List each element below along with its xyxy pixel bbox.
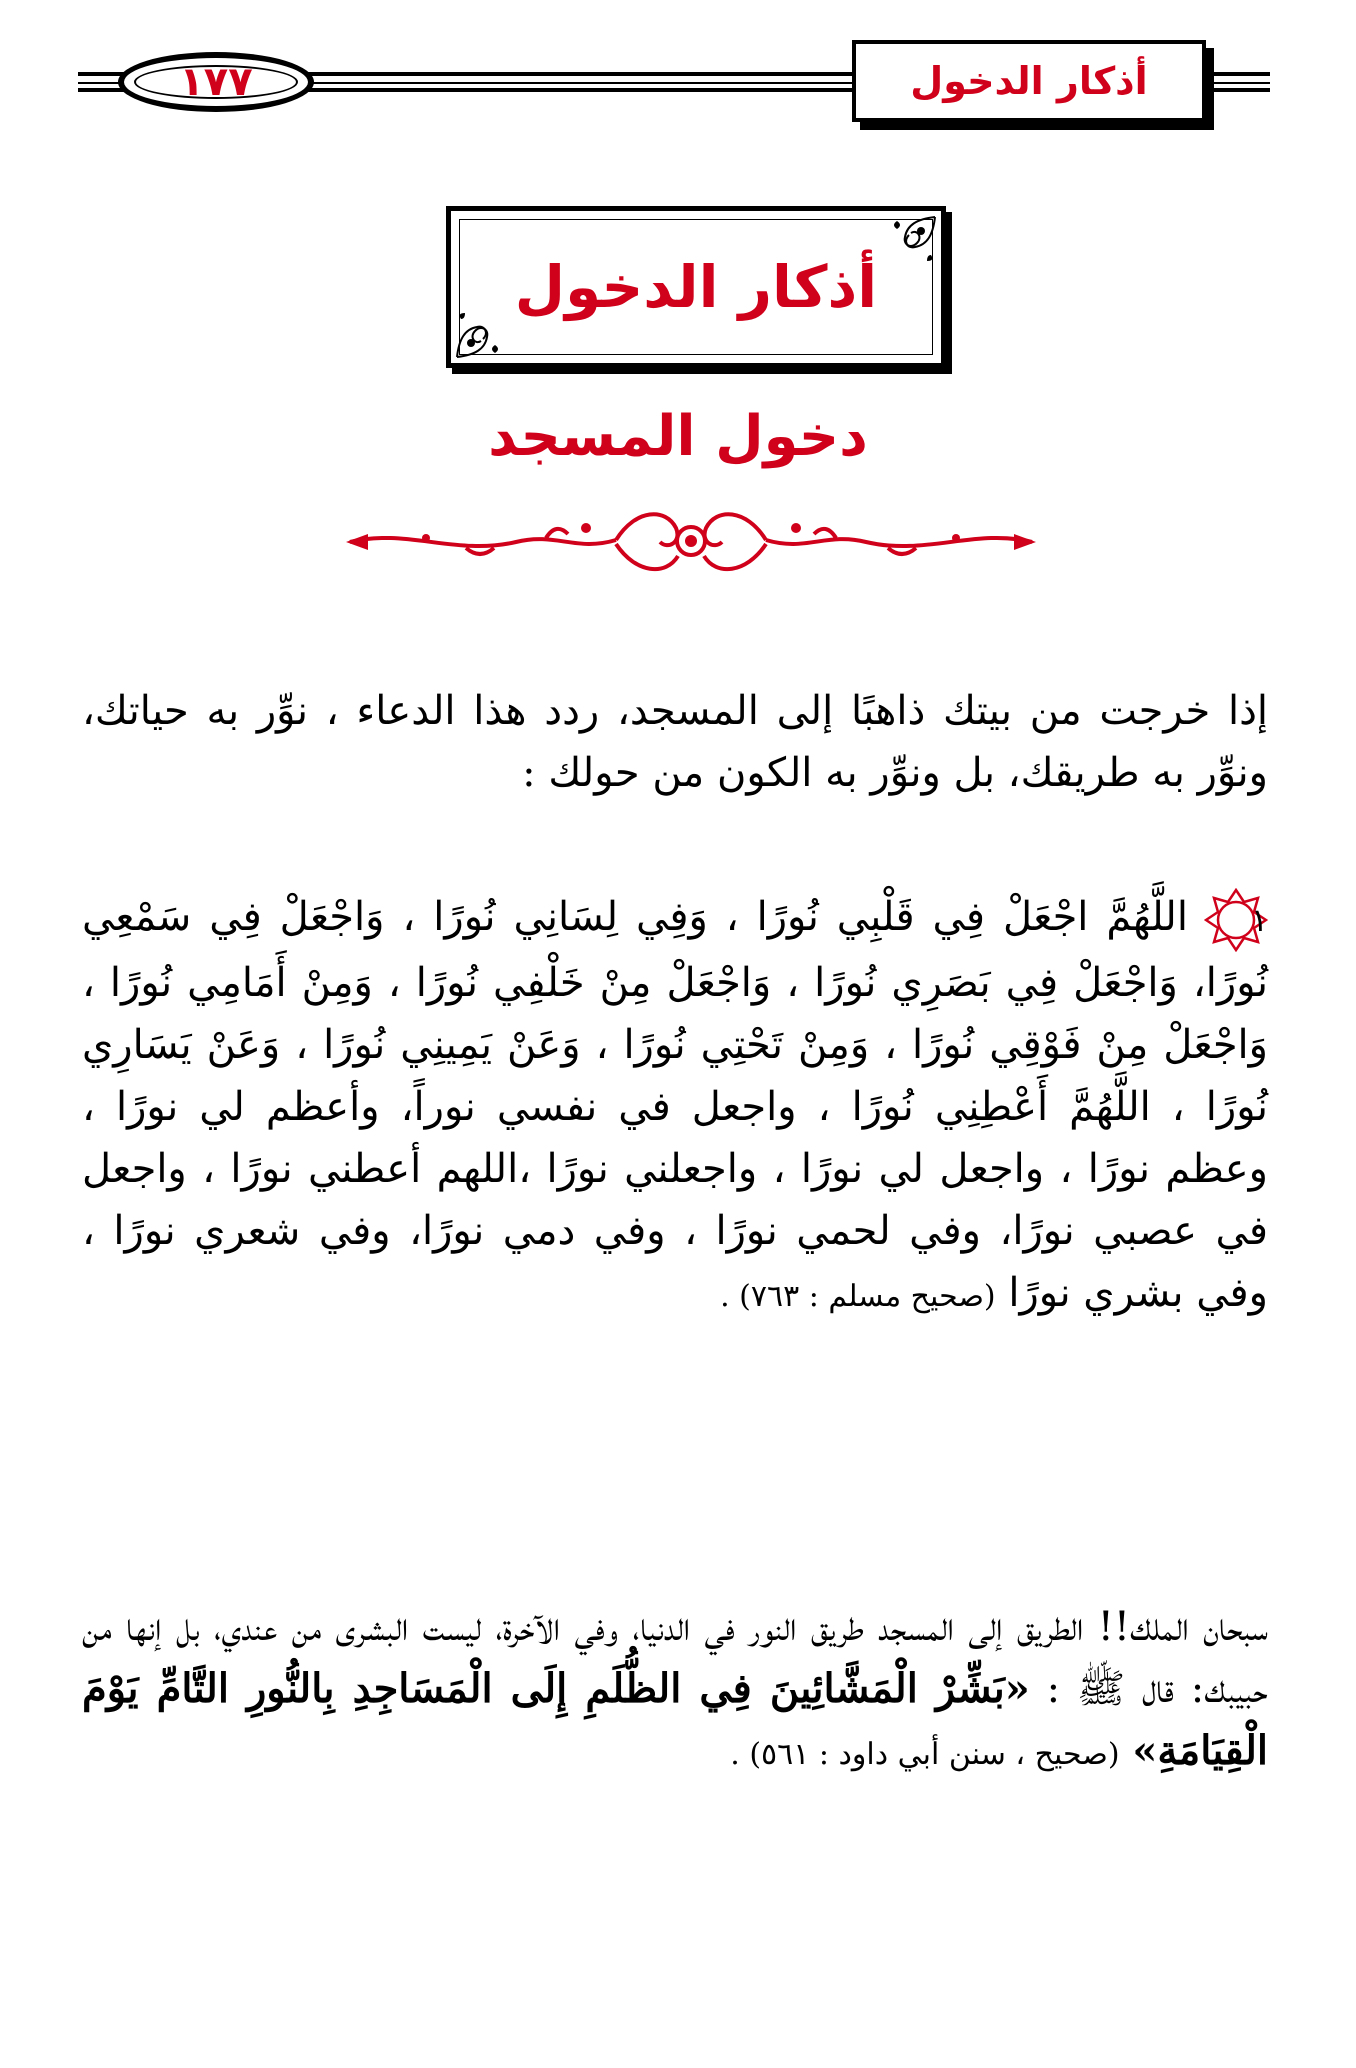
page-header	[0, 0, 1356, 150]
chapter-title-box	[446, 206, 946, 368]
dua-citation: (صحيح مسلم : ٧٦٣) .	[720, 1279, 996, 1314]
running-title: أذكار الدخول	[910, 59, 1148, 103]
closing-paragraph	[82, 1596, 1268, 1786]
dua-text: اللَّهُمَّ اجْعَلْ فِي قَلْبِي نُورًا ، وَفِي لِسَانِي نُورًا ، وَاجْعَلْ فِي سَمْعِي نُورًا، وَاجْعَلْ فِي بَصَرِي نُورًا ، وَاجْعَلْ مِنْ خَلْفِي نُورًا ، وَمِنْ أَمَامِي نُورًا ، وَاجْعَلْ مِنْ فَوْقِي نُورًا ، وَمِنْ تَحْتِي نُورًا ، وَعَنْ يَمِينِي نُورًا ، وَعَنْ يَسَارِي نُورًا ، اللَّهُمَّ أَعْطِنِي نُورًا ، واجعل في نفسي نوراً، وأعظم لي نورًا ، وعظم نورًا ، واجعل لي نورًا ، واجعلني نورًا ،اللهم أعطني نورًا ، واجعل في عصبي نورًا، وفي لحمي نورًا ، وفي دمي نورًا، وفي شعري نورًا ، وفي بشري نورًا	[82, 894, 1268, 1316]
dua-paragraph	[82, 886, 1268, 1328]
dua-number: ١	[1250, 901, 1268, 939]
divider-ornament-icon	[346, 498, 1036, 584]
page-number-oval	[118, 52, 314, 112]
corner-ornament-icon	[455, 299, 515, 359]
section-subtitle: دخول المسجد	[488, 404, 868, 469]
hadith-text: «بَشِّرْ الْمَشَّائِينَ فِي الظُّلَمِ إِلَى الْمَسَاجِدِ بِالنُّورِ التَّامِّ يَوْمَ الْقِيَامَةِ»	[82, 1665, 1268, 1774]
closing-text: سبحان الملك!! الطريق إلى المسجد طريق النور في الدنيا، وفي الآخرة، ليست البشرى من عندي، بل إنها من حبيبك: قال ﷺ :	[82, 1604, 1268, 1712]
chapter-title: أذكار الدخول	[514, 253, 878, 321]
intro-paragraph: إذا خرجت من بيتك ذاهبًا إلى المسجد، ردد هذا الدعاء ، نوِّر به حياتك، ونوِّر به طريقك، بل ونوِّر به الكون من حولك :	[82, 688, 1268, 796]
hadith-citation: (صحيح ، سنن أبي داود : ٥٦١) .	[730, 1737, 1120, 1772]
running-title-box	[852, 40, 1206, 122]
dua-number-badge	[1204, 888, 1268, 952]
page-number: ١٧٧	[179, 59, 253, 105]
corner-ornament-icon	[877, 215, 937, 275]
